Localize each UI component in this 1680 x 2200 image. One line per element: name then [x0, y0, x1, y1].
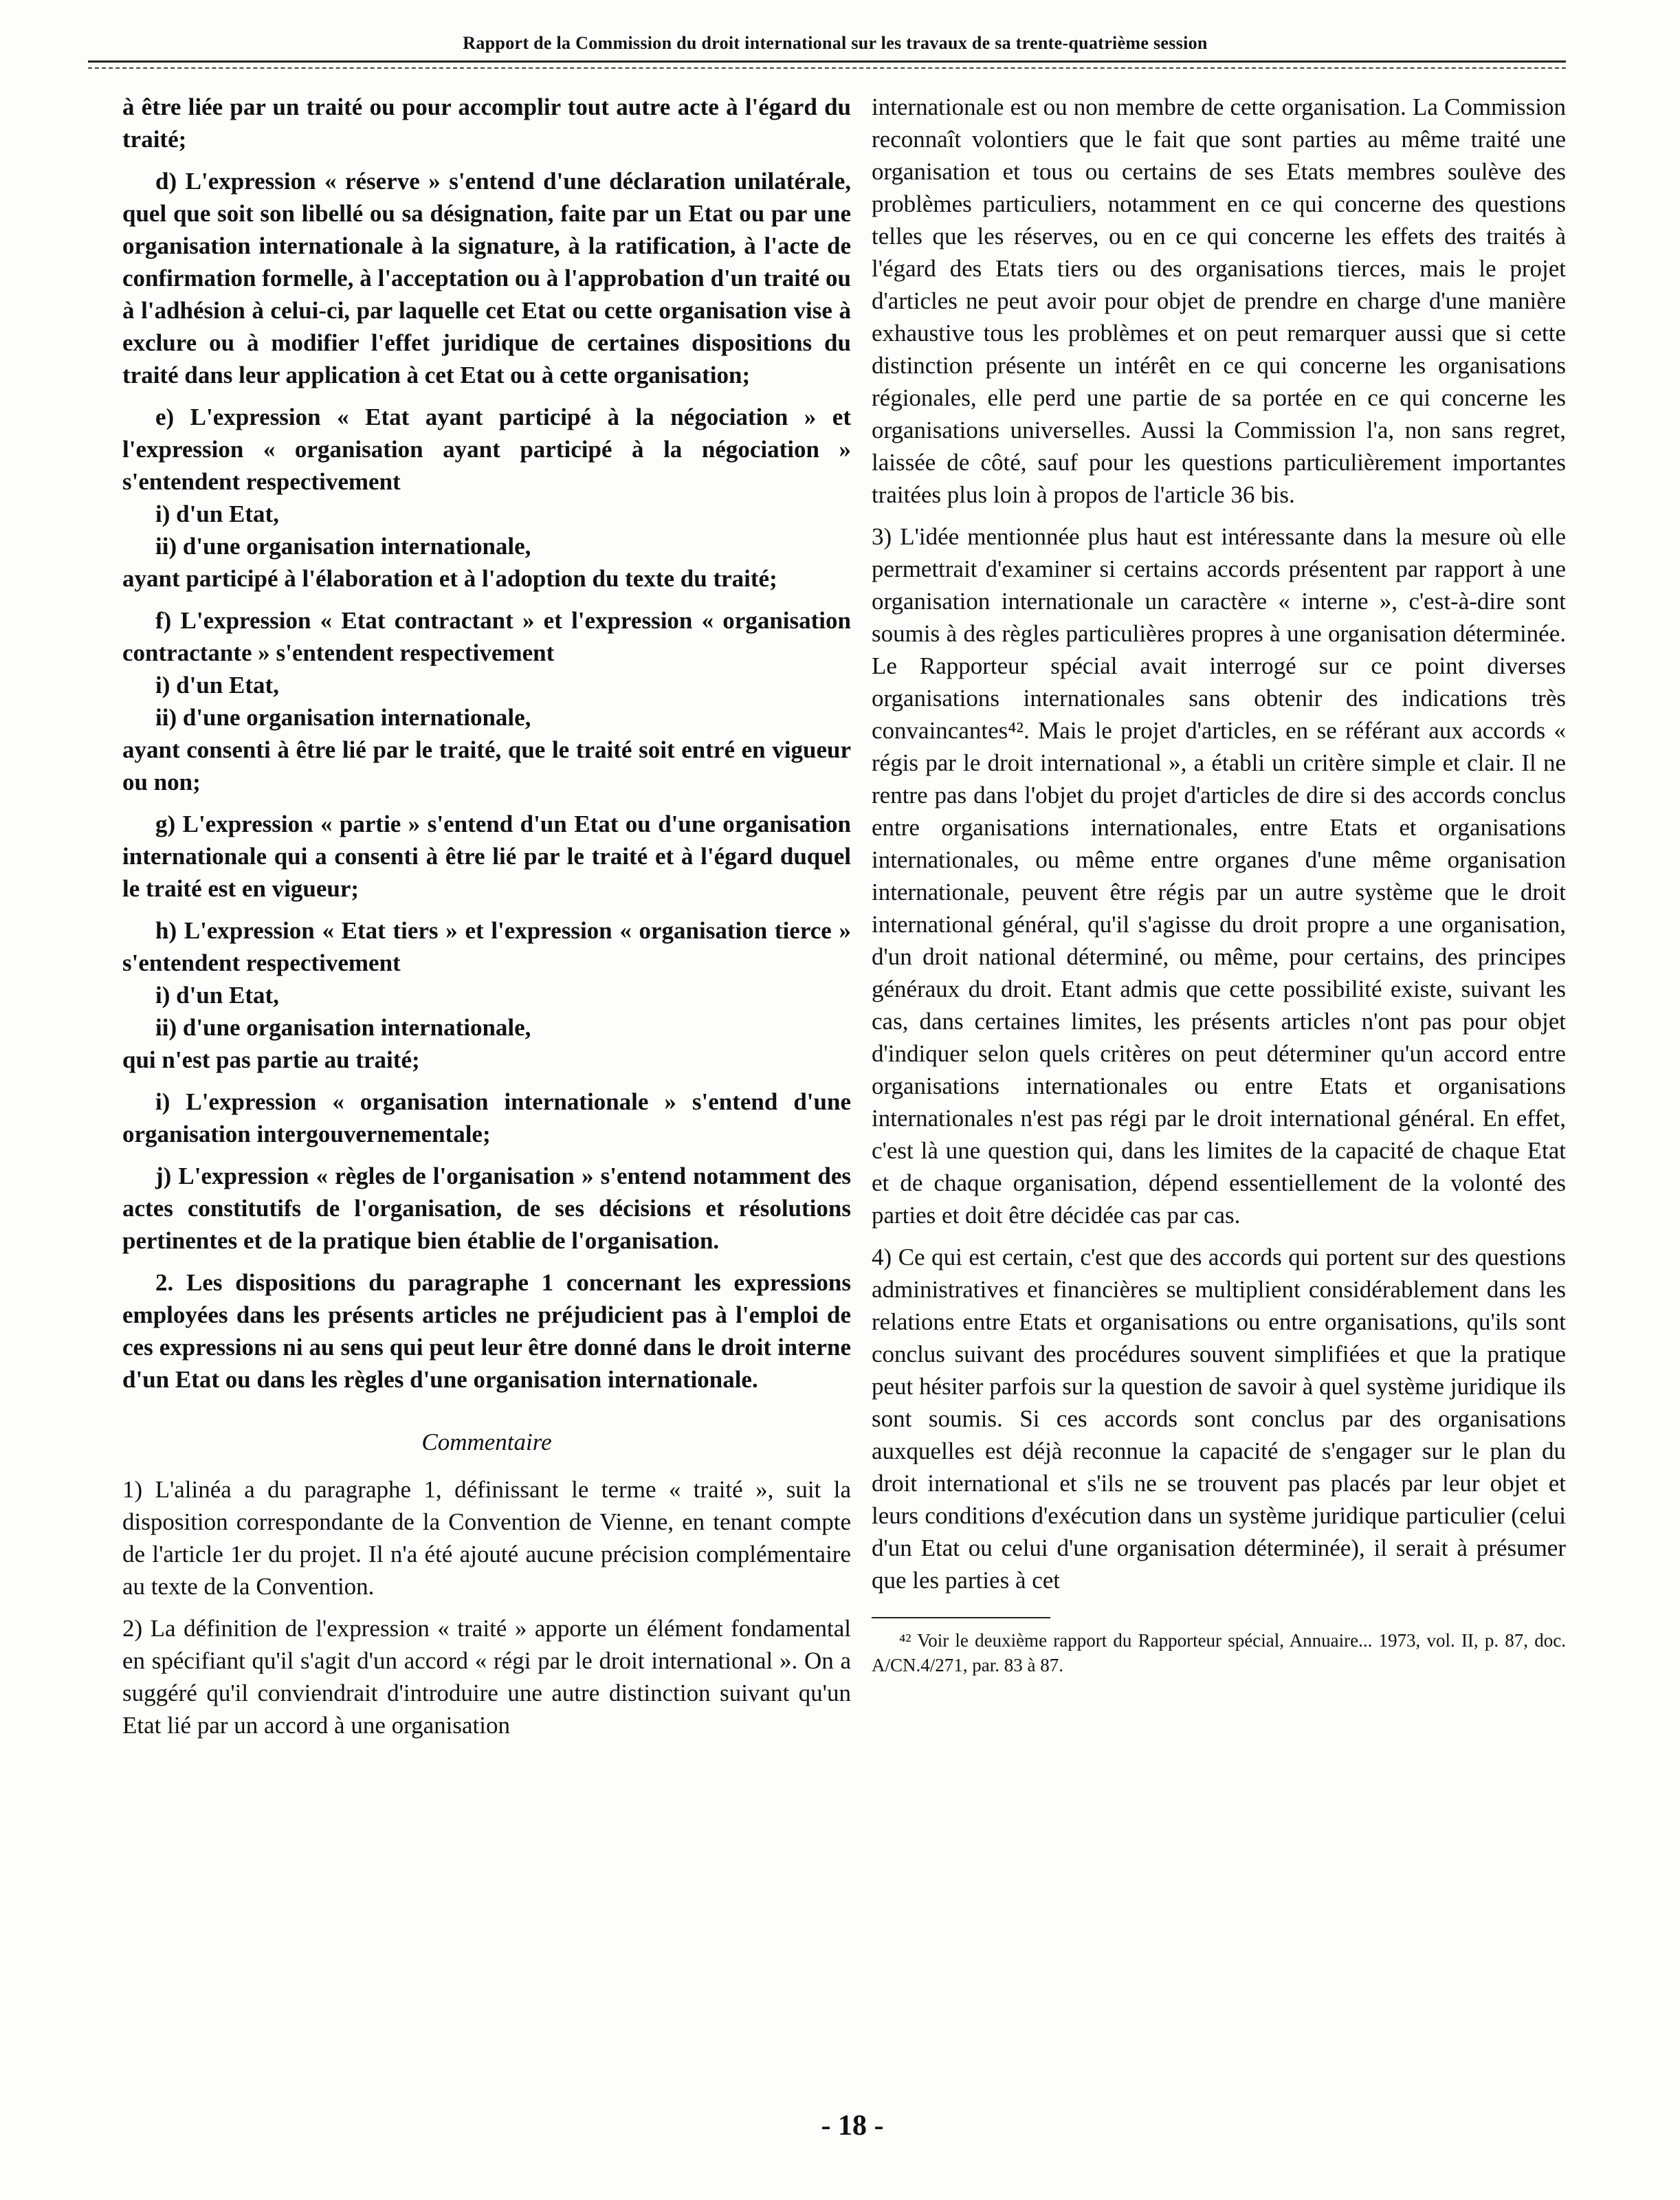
definition-h-end: qui n'est pas partie au traité;: [122, 1046, 420, 1073]
right-column: [872, 91, 1566, 1678]
commentary-1: 1) L'alinéa a du paragraphe 1, définissant le terme « traité », suit la disposition correspondante de la Convention de Vienne, en tenant compte de l'article 1er du projet. Il n'a été ajouté aucune précision complémentaire au texte de la Convention.: [122, 1476, 851, 1600]
left-column: [122, 91, 851, 1751]
definition-e-ii: ii) d'une organisation internationale,: [155, 533, 531, 560]
definition-e: e) L'expression « Etat ayant participé à la négociation » et l'expression « organisation ayant participé à la négociation » s'entendent respectivement: [122, 404, 851, 495]
text-continuation: à être liée par un traité ou pour accomplir tout autre acte à l'égard du traité;: [122, 94, 851, 153]
commentary-title: Commentaire: [421, 1429, 552, 1455]
header-rule: [88, 60, 1566, 63]
definition-f-end: ayant consenti à être lié par le traité, que le traité soit entré en vigueur ou non;: [122, 736, 851, 795]
commentary-3: 3) L'idée mentionnée plus haut est intéressante dans la mesure où elle permettrait d'examiner si certains accords présentent par rapport à une organisation internationale un caractère « interne », c'est-à-dire sont soumis à des règles particulières propres à une organisation déterminée. Le Rapporteur spécial avait interrogé sur ce point diverses organisations internationales sans obtenir des indications très convaincantes⁴². Mais le projet d'articles, en se référant aux accords « régis par le droit international », a établi un critère simple et clair. Il ne rentre pas dans l'objet du projet d'articles de dire si des accords conclus entre organisations internationales, entre Etats et organisations internationales, ou même entre organes d'une même organisation internationale, peuvent être régis par un autre système que le droit international général, qu'il s'agisse du droit propre a une organisation, d'un droit national déterminé, ou même, pour certains, des principes généraux du droit. Etant admis que cette possibilité existe, suivant les cas, dans certaines limites, les présents articles n'ont pas pour objet d'indiquer selon quels critères on peut déterminer qu'un accord entre organisations internationales ou entre Etats et organisations internationales n'est pas régi par le droit international général. En effet, c'est là une question qui, dans les limites de la capacité de chaque Etat et de chaque organisation, dépend essentiellement de la volonté des parties et doit être décidée cas par cas.: [872, 523, 1566, 1229]
definition-d: d) L'expression « réserve » s'entend d'une déclaration unilatérale, quel que soit son libellé ou sa désignation, faite par un Etat ou par une organisation internationale à la signature, à la ratification, à l'acte de confirmation formelle, à l'acceptation ou à l'approbation d'un traité ou à l'adhésion à celui-ci, par laquelle cet Etat ou cette organisation vise à exclure ou à modifier l'effet juridique de certaines dispositions du traité dans leur application à cet Etat ou à cette organisation;: [122, 168, 851, 388]
commentary-4: 4) Ce qui est certain, c'est que des accords qui portent sur des questions administratives et financières se multiplient considérablement dans les relations entre Etats et organisations ou entre organisations, qu'ils sont conclus suivant des procédures souvent simplifiées et que la pratique peut hésiter parfois sur la question de savoir à quel système juridique ils sont soumis. Si ces accords sont conclus par des organisations auxquelles est déjà reconnue la capacité de s'engager sur le plan du droit international et s'ils ne se trouvent pas placés par leur objet et leurs conditions d'exécution dans un système juridique particulier (celui d'un Etat ou celui d'une organisation déterminée), il serait à présumer que les parties à cet: [872, 1244, 1566, 1594]
commentary-2: 2) La définition de l'expression « traité » apporte un élément fondamental en spécifiant qu'il s'agit d'un accord « régi par le droit international ». On a suggéré qu'il conviendrait d'introduire une autre distinction suivant qu'un Etat lié par un accord à une organisation: [122, 1615, 851, 1739]
header-rule-dashed: [88, 67, 1566, 69]
footnote-rule: [872, 1617, 1050, 1618]
page-number: - 18 -: [821, 2110, 884, 2142]
definition-h-ii: ii) d'une organisation internationale,: [155, 1014, 531, 1041]
definition-f: f) L'expression « Etat contractant » et l'expression « organisation contractante » s'entendent respectivement: [122, 607, 851, 666]
definition-e-end: ayant participé à l'élaboration et à l'adoption du texte du traité;: [122, 565, 777, 592]
definition-f-i: i) d'un Etat,: [155, 672, 279, 698]
footnote-42: ⁴² Voir le deuxième rapport du Rapporteur spécial, Annuaire... 1973, vol. II, p. 87, doc. A/CN.4/271, par. 83 à 87.: [872, 1630, 1566, 1675]
definition-j: j) L'expression « règles de l'organisation » s'entend notamment des actes constitutifs de l'organisation, de ses décisions et résolutions pertinentes et de la pratique bien établie de l'organisation.: [122, 1163, 851, 1254]
definition-h: h) L'expression « Etat tiers » et l'expression « organisation tierce » s'entendent respectivement: [122, 917, 851, 976]
definition-g: g) L'expression « partie » s'entend d'un Etat ou d'une organisation internationale qui a consenti à être lié par le traité et à l'égard duquel le traité est en vigueur;: [122, 811, 851, 902]
definition-f-ii: ii) d'une organisation internationale,: [155, 704, 531, 731]
definition-e-i: i) d'un Etat,: [155, 500, 279, 527]
definition-i: i) L'expression « organisation internationale » s'entend d'une organisation intergouvernementale;: [122, 1088, 851, 1147]
running-header: Rapport de la Commission du droit international sur les travaux de sa trente-quatrième session: [463, 33, 1208, 53]
commentary-2-continued: internationale est ou non membre de cette organisation. La Commission reconnaît volontiers que le fait que sont parties au même traité une organisation et tous ou certains de ses Etats membres soulève des problèmes particuliers, notamment en ce qui concerne des questions telles que les réserves, ou en ce qui concerne les effets des traités à l'égard des Etats tiers ou des organisations tierces, mais le projet d'articles ne peut avoir pour objet de prendre en charge d'une manière exhaustive tous les problèmes et on peut remarquer aussi que si cette distinction présente un intérêt en ce qui concerne les organisations régionales, elle perd une partie de sa portée en ce qui concerne les organisations universelles. Aussi la Commission l'a, non sans regret, laissée de côté, sauf pour les questions particulièrement importantes traitées plus loin à propos de l'article 36 bis.: [872, 94, 1566, 508]
definition-h-i: i) d'un Etat,: [155, 982, 279, 1009]
paragraph-2: 2. Les dispositions du paragraphe 1 concernant les expressions employées dans les présents articles ne préjudicient pas à l'emploi de ces expressions ni au sens qui peut leur être donné dans le droit interne d'un Etat ou dans les règles d'une organisation internationale.: [122, 1269, 851, 1393]
